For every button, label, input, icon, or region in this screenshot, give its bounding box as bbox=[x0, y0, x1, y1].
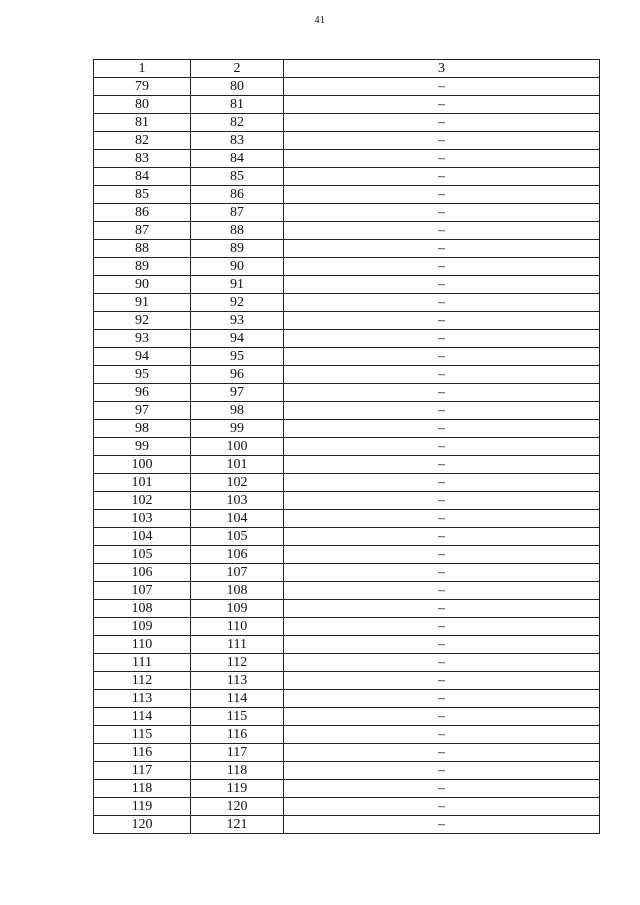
table-cell-col-1: 109 bbox=[94, 618, 191, 636]
table-row bbox=[94, 204, 600, 222]
table-cell-col-1: 98 bbox=[94, 420, 191, 438]
table-cell-col-2: 87 bbox=[191, 204, 284, 222]
table-body bbox=[94, 78, 600, 834]
table-cell-col-2: 103 bbox=[191, 492, 284, 510]
table-row bbox=[94, 708, 600, 726]
table-cell-col-3: – bbox=[284, 78, 600, 96]
table-cell-col-3: – bbox=[284, 168, 600, 186]
table-header-row bbox=[94, 60, 600, 78]
table-row bbox=[94, 366, 600, 384]
table-cell-col-3: – bbox=[284, 204, 600, 222]
table-cell-col-1: 100 bbox=[94, 456, 191, 474]
table-row bbox=[94, 456, 600, 474]
table-cell-col-2: 117 bbox=[191, 744, 284, 762]
table-row bbox=[94, 402, 600, 420]
table-cell-col-2: 80 bbox=[191, 78, 284, 96]
table-cell-col-3: – bbox=[284, 618, 600, 636]
table-row bbox=[94, 96, 600, 114]
table-cell-col-2: 115 bbox=[191, 708, 284, 726]
table-cell-col-2: 110 bbox=[191, 618, 284, 636]
table-cell-col-2: 113 bbox=[191, 672, 284, 690]
table-cell-col-2: 94 bbox=[191, 330, 284, 348]
column-header-1: 1 bbox=[94, 60, 191, 78]
table-cell-col-3: – bbox=[284, 528, 600, 546]
table-cell-col-1: 116 bbox=[94, 744, 191, 762]
table-cell-col-1: 94 bbox=[94, 348, 191, 366]
table-row bbox=[94, 258, 600, 276]
table-cell-col-1: 113 bbox=[94, 690, 191, 708]
table-cell-col-2: 109 bbox=[191, 600, 284, 618]
table-cell-col-2: 118 bbox=[191, 762, 284, 780]
table-cell-col-3: – bbox=[284, 546, 600, 564]
table-cell-col-2: 98 bbox=[191, 402, 284, 420]
table-cell-col-1: 86 bbox=[94, 204, 191, 222]
table-cell-col-3: – bbox=[284, 600, 600, 618]
table-cell-col-2: 107 bbox=[191, 564, 284, 582]
table-cell-col-3: – bbox=[284, 330, 600, 348]
table-cell-col-1: 83 bbox=[94, 150, 191, 168]
table-cell-col-2: 120 bbox=[191, 798, 284, 816]
table-cell-col-1: 96 bbox=[94, 384, 191, 402]
table-row bbox=[94, 168, 600, 186]
table-row bbox=[94, 672, 600, 690]
table-row bbox=[94, 654, 600, 672]
table-cell-col-3: – bbox=[284, 258, 600, 276]
table-cell-col-2: 104 bbox=[191, 510, 284, 528]
column-header-3: 3 bbox=[284, 60, 600, 78]
table-cell-col-2: 99 bbox=[191, 420, 284, 438]
table-cell-col-1: 80 bbox=[94, 96, 191, 114]
table-cell-col-3: – bbox=[284, 366, 600, 384]
table-cell-col-1: 104 bbox=[94, 528, 191, 546]
table-row bbox=[94, 582, 600, 600]
table-row bbox=[94, 546, 600, 564]
table-row bbox=[94, 186, 600, 204]
table-cell-col-3: – bbox=[284, 276, 600, 294]
table-cell-col-3: – bbox=[284, 762, 600, 780]
table-row bbox=[94, 564, 600, 582]
table-cell-col-3: – bbox=[284, 564, 600, 582]
table-cell-col-2: 81 bbox=[191, 96, 284, 114]
table-row bbox=[94, 780, 600, 798]
table-cell-col-1: 108 bbox=[94, 600, 191, 618]
table-cell-col-1: 92 bbox=[94, 312, 191, 330]
table-cell-col-3: – bbox=[284, 402, 600, 420]
table-cell-col-2: 108 bbox=[191, 582, 284, 600]
table-cell-col-3: – bbox=[284, 240, 600, 258]
table-cell-col-2: 119 bbox=[191, 780, 284, 798]
table-cell-col-2: 95 bbox=[191, 348, 284, 366]
table-cell-col-1: 102 bbox=[94, 492, 191, 510]
table-row bbox=[94, 618, 600, 636]
table-cell-col-3: – bbox=[284, 132, 600, 150]
table-cell-col-2: 90 bbox=[191, 258, 284, 276]
table-cell-col-1: 101 bbox=[94, 474, 191, 492]
table-cell-col-2: 93 bbox=[191, 312, 284, 330]
table-cell-col-1: 120 bbox=[94, 816, 191, 834]
table-cell-col-3: – bbox=[284, 780, 600, 798]
table-cell-col-3: – bbox=[284, 384, 600, 402]
table-cell-col-3: – bbox=[284, 222, 600, 240]
table-row bbox=[94, 438, 600, 456]
table-row bbox=[94, 420, 600, 438]
table-cell-col-2: 96 bbox=[191, 366, 284, 384]
table-row bbox=[94, 744, 600, 762]
table-cell-col-1: 112 bbox=[94, 672, 191, 690]
table-cell-col-3: – bbox=[284, 438, 600, 456]
table-cell-col-2: 114 bbox=[191, 690, 284, 708]
table-cell-col-1: 79 bbox=[94, 78, 191, 96]
table-cell-col-1: 81 bbox=[94, 114, 191, 132]
table-cell-col-3: – bbox=[284, 492, 600, 510]
table-cell-col-2: 111 bbox=[191, 636, 284, 654]
table-cell-col-3: – bbox=[284, 420, 600, 438]
table-row bbox=[94, 348, 600, 366]
table-row bbox=[94, 474, 600, 492]
table-cell-col-3: – bbox=[284, 672, 600, 690]
table-cell-col-3: – bbox=[284, 816, 600, 834]
table-cell-col-1: 107 bbox=[94, 582, 191, 600]
table-cell-col-3: – bbox=[284, 690, 600, 708]
table-row bbox=[94, 312, 600, 330]
table-cell-col-2: 86 bbox=[191, 186, 284, 204]
table-row bbox=[94, 798, 600, 816]
table-row bbox=[94, 726, 600, 744]
table-cell-col-3: – bbox=[284, 744, 600, 762]
table-cell-col-1: 88 bbox=[94, 240, 191, 258]
table-header bbox=[94, 60, 600, 78]
table-cell-col-3: – bbox=[284, 510, 600, 528]
table-cell-col-2: 105 bbox=[191, 528, 284, 546]
table-cell-col-3: – bbox=[284, 726, 600, 744]
table-cell-col-1: 103 bbox=[94, 510, 191, 528]
table-cell-col-2: 116 bbox=[191, 726, 284, 744]
table-row bbox=[94, 816, 600, 834]
table-cell-col-3: – bbox=[284, 456, 600, 474]
table-cell-col-2: 88 bbox=[191, 222, 284, 240]
table-cell-col-2: 112 bbox=[191, 654, 284, 672]
table-cell-col-1: 85 bbox=[94, 186, 191, 204]
table-row bbox=[94, 384, 600, 402]
table-row bbox=[94, 330, 600, 348]
table-cell-col-1: 89 bbox=[94, 258, 191, 276]
table-cell-col-2: 83 bbox=[191, 132, 284, 150]
table-cell-col-1: 97 bbox=[94, 402, 191, 420]
table-cell-col-1: 117 bbox=[94, 762, 191, 780]
table-cell-col-3: – bbox=[284, 150, 600, 168]
table-cell-col-1: 99 bbox=[94, 438, 191, 456]
table-cell-col-1: 93 bbox=[94, 330, 191, 348]
table-cell-col-3: – bbox=[284, 708, 600, 726]
table-cell-col-1: 119 bbox=[94, 798, 191, 816]
table-cell-col-1: 111 bbox=[94, 654, 191, 672]
table-row bbox=[94, 132, 600, 150]
table-cell-col-2: 100 bbox=[191, 438, 284, 456]
table-row bbox=[94, 222, 600, 240]
table-cell-col-1: 106 bbox=[94, 564, 191, 582]
table-cell-col-3: – bbox=[284, 474, 600, 492]
table-row bbox=[94, 276, 600, 294]
table-row bbox=[94, 636, 600, 654]
table-cell-col-1: 114 bbox=[94, 708, 191, 726]
table-row bbox=[94, 78, 600, 96]
table-row bbox=[94, 114, 600, 132]
table-row bbox=[94, 240, 600, 258]
table-row bbox=[94, 492, 600, 510]
table-cell-col-1: 95 bbox=[94, 366, 191, 384]
table-row bbox=[94, 510, 600, 528]
table-cell-col-1: 115 bbox=[94, 726, 191, 744]
data-table bbox=[93, 59, 600, 834]
table-cell-col-2: 85 bbox=[191, 168, 284, 186]
table-row bbox=[94, 528, 600, 546]
table-cell-col-3: – bbox=[284, 186, 600, 204]
table-cell-col-1: 90 bbox=[94, 276, 191, 294]
table-cell-col-1: 110 bbox=[94, 636, 191, 654]
table-cell-col-1: 87 bbox=[94, 222, 191, 240]
table-cell-col-2: 84 bbox=[191, 150, 284, 168]
table-cell-col-3: – bbox=[284, 294, 600, 312]
table-cell-col-3: – bbox=[284, 582, 600, 600]
table-cell-col-2: 89 bbox=[191, 240, 284, 258]
table-cell-col-2: 91 bbox=[191, 276, 284, 294]
table-row bbox=[94, 150, 600, 168]
column-header-2: 2 bbox=[191, 60, 284, 78]
table-cell-col-1: 105 bbox=[94, 546, 191, 564]
table-cell-col-1: 91 bbox=[94, 294, 191, 312]
table-row bbox=[94, 600, 600, 618]
table-cell-col-2: 92 bbox=[191, 294, 284, 312]
table-cell-col-3: – bbox=[284, 96, 600, 114]
table-cell-col-3: – bbox=[284, 798, 600, 816]
table-cell-col-2: 101 bbox=[191, 456, 284, 474]
table-cell-col-2: 82 bbox=[191, 114, 284, 132]
table-row bbox=[94, 294, 600, 312]
table-cell-col-2: 106 bbox=[191, 546, 284, 564]
table-cell-col-2: 121 bbox=[191, 816, 284, 834]
table-row bbox=[94, 690, 600, 708]
table-cell-col-2: 102 bbox=[191, 474, 284, 492]
table-row bbox=[94, 762, 600, 780]
table-cell-col-3: – bbox=[284, 312, 600, 330]
table-cell-col-1: 84 bbox=[94, 168, 191, 186]
table-cell-col-3: – bbox=[284, 114, 600, 132]
table-cell-col-3: – bbox=[284, 636, 600, 654]
table-cell-col-2: 97 bbox=[191, 384, 284, 402]
table-cell-col-3: – bbox=[284, 348, 600, 366]
table-cell-col-3: – bbox=[284, 654, 600, 672]
table-cell-col-1: 82 bbox=[94, 132, 191, 150]
table-cell-col-1: 118 bbox=[94, 780, 191, 798]
page-number: 41 bbox=[314, 15, 326, 26]
